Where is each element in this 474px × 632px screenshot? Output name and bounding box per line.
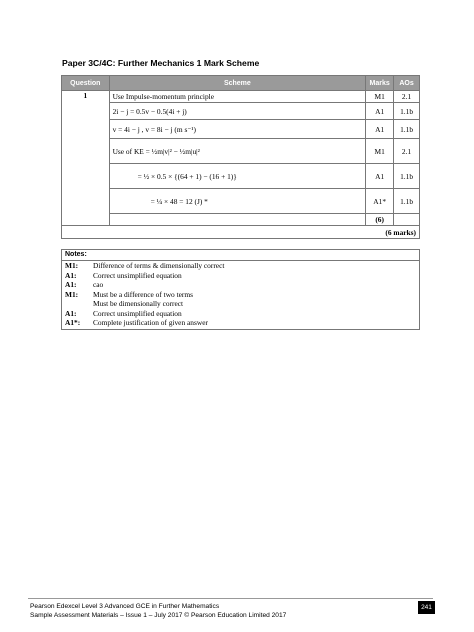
note-text: Difference of terms & dimensionally correct <box>93 261 225 270</box>
notes-box <box>61 249 420 330</box>
aos-cell: 2.1 <box>394 91 420 103</box>
footer-line-1: Pearson Edexcel Level 3 Advanced GCE in Further Mathematics <box>30 603 220 610</box>
marks-cell: A1 <box>366 120 394 139</box>
table-row <box>62 164 420 189</box>
scheme-cell <box>109 214 366 226</box>
header-scheme: Scheme <box>109 76 366 91</box>
note-item <box>62 309 419 319</box>
note-label: M1: <box>65 261 79 270</box>
note-item <box>62 271 419 281</box>
note-item <box>62 280 419 290</box>
table-row <box>62 139 420 164</box>
page-title: Paper 3C/4C: Further Mechanics 1 Mark Scheme <box>62 58 260 68</box>
aos-cell: 1.1b <box>394 103 420 120</box>
scheme-cell: 2i − j = 0.5v − 0.5(4i + j) <box>109 103 366 120</box>
aos-cell: 1.1b <box>394 164 420 189</box>
scheme-cell: Use of KE = ½m|v|² − ½m|u|² <box>109 139 366 164</box>
marks-cell: A1* <box>366 189 394 214</box>
aos-cell: 1.1b <box>394 120 420 139</box>
marks-cell: M1 <box>366 139 394 164</box>
table-row <box>62 189 420 214</box>
note-text: cao <box>93 280 104 289</box>
aos-cell <box>394 214 420 226</box>
note-text: Must be a difference of two terms <box>93 289 194 299</box>
header-aos: AOs <box>394 76 420 91</box>
marks-subtotal: (6) <box>366 214 394 226</box>
note-item <box>62 299 419 309</box>
table-row <box>62 103 420 120</box>
note-label: A1: <box>65 308 77 318</box>
note-item <box>62 261 419 271</box>
marks-cell: A1 <box>366 164 394 189</box>
table-row <box>62 91 420 103</box>
note-text: Complete justification of given answer <box>93 318 208 327</box>
scheme-cell: Use Impulse-momentum principle <box>109 91 366 103</box>
note-item <box>62 290 419 300</box>
footer-line-2: Sample Assessment Materials – Issue 1 – July 2017 © Pearson Education Limited 2017 <box>30 611 287 619</box>
table-header-row <box>62 76 420 91</box>
note-label: A1*: <box>65 318 81 327</box>
total-marks: (6 marks) <box>62 226 420 239</box>
scheme-cell <box>109 189 366 214</box>
scheme-text: = ½ × 0.5 × {(64 + 1) − (16 + 1)} <box>137 171 237 181</box>
table-row <box>62 120 420 139</box>
note-label: A1: <box>65 270 77 280</box>
footer-divider <box>28 598 433 599</box>
question-number: 1 <box>62 91 110 226</box>
note-text: Correct unsimplified equation <box>93 270 182 280</box>
note-item <box>62 318 419 328</box>
header-question: Question <box>62 76 110 91</box>
table-row <box>62 214 420 226</box>
aos-cell: 1.1b <box>394 189 420 214</box>
note-text: Must be dimensionally correct <box>93 299 184 308</box>
total-row <box>62 226 420 239</box>
note-label: M1: <box>65 289 79 299</box>
page-number: 241 <box>418 601 435 614</box>
scheme-cell <box>109 164 366 189</box>
mark-scheme-table <box>61 75 420 239</box>
note-label: A1: <box>65 280 77 289</box>
marks-cell: M1 <box>366 91 394 103</box>
scheme-cell: v = 4i − j , v = 8i − j (m s⁻¹) <box>109 120 366 139</box>
footer <box>30 603 286 620</box>
scheme-text: = ¼ × 48 = 12 (J) * <box>150 196 208 206</box>
aos-cell: 2.1 <box>394 139 420 164</box>
note-text: Correct unsimplified equation <box>93 308 182 318</box>
marks-cell: A1 <box>366 103 394 120</box>
note-label <box>65 299 93 309</box>
notes-header: Notes: <box>62 250 419 261</box>
header-marks: Marks <box>366 76 394 91</box>
